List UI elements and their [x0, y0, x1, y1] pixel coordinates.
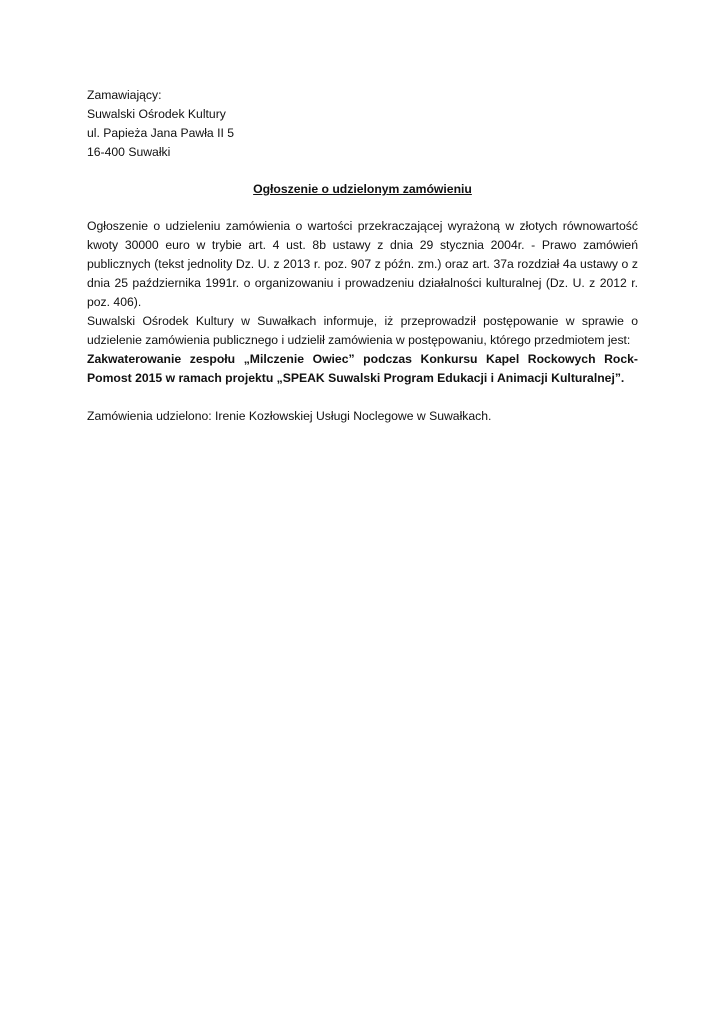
contract-subject: Zakwaterowanie zespołu „Milczenie Owiec” podczas Konkursu Kapel Rockowych Rock-Pomost 2015 w ramach projektu „SPEAK Suwalski Program Edukacji i Animacji Kulturalnej”.	[87, 352, 638, 385]
street-address: ul. Papieża Jana Pawła II 5	[87, 126, 235, 140]
document-content	[87, 86, 638, 426]
organization-name: Suwalski Ośrodek Kultury	[87, 107, 226, 121]
contracting-authority-label: Zamawiający:	[87, 88, 162, 102]
announcement-title: Ogłoszenie o udzielonym zamówieniu	[253, 182, 472, 196]
procedure-info-paragraph: Suwalski Ośrodek Kultury w Suwałkach informuje, iż przeprowadził postępowanie w sprawie o udzielenie zamówienia publicznego i udzielił zamówienia w postępowaniu, którego przedmiotem jest:	[87, 314, 638, 347]
legal-basis-paragraph: Ogłoszenie o udzieleniu zamówienia o wartości przekraczającej wyrażoną w złotych równowartość kwoty 30000 euro w trybie art. 4 ust. 8b ustawy z dnia 29 stycznia 2004r. - Prawo zamówień publicznych (tekst jednolity Dz. U. z 2013 r. poz. 907 z późn. zm.) oraz art. 37a rozdział 4a ustawy o z dnia 25 października 1991r. o organizowaniu i prowadzeniu działalności kulturalnej (Dz. U. z 2012 r. poz. 406).	[87, 219, 638, 309]
contracting-authority-block	[87, 86, 638, 162]
city-postal-code: 16-400 Suwałki	[87, 145, 171, 159]
contract-awarded-statement: Zamówienia udzielono: Irenie Kozłowskiej Usługi Noclegowe w Suwałkach.	[87, 409, 492, 423]
